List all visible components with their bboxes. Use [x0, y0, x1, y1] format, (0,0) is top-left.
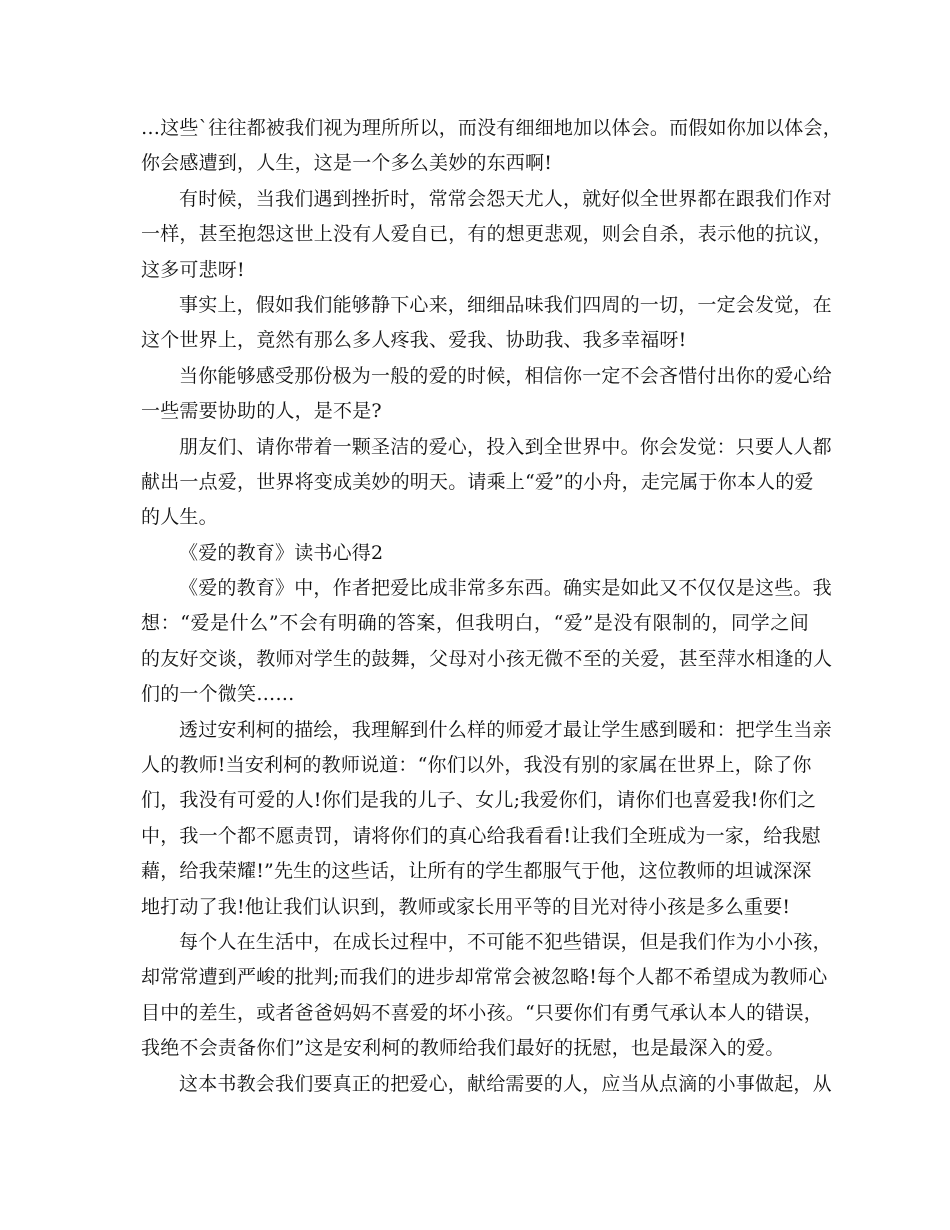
text-line: 中，我一个都不愿责罚，请将你们的真心给我看看!让我们全班成为一家，给我慰: [141, 824, 821, 847]
paragraph-start-line: 当你能够感受那份极为一般的爱的时候，相信你一定不会吝惜付出你的爱心给: [179, 364, 832, 387]
text-line: 地打动了我!他让我们认识到，教师或家长用平等的目光对待小孩是多么重要!: [141, 895, 791, 918]
text-line: 我绝不会责备你们”这是安利柯的教师给我们最好的抚慰，也是最深入的爱。: [141, 1037, 785, 1060]
text-line: 献出一点爱，世界将变成美妙的明天。请乘上“爱”的小舟，走完属于你本人的爱: [141, 470, 814, 493]
text-line: 目中的差生，或者爸爸妈妈不喜爱的坏小孩。“只要你们有勇气承认本人的错误，: [141, 1001, 823, 1024]
text-line: 人的教师!当安利柯的教师说道：“你们以外，我没有别的家属在世界上，除了你: [141, 754, 812, 777]
text-line: 们，我没有可爱的人!你们是我的儿子、女儿;我爱你们，请你们也喜爱我!你们之: [141, 789, 817, 812]
text-line: 的人生。: [141, 506, 218, 529]
paragraph-start-line: 事实上，假如我们能够静下心来，细细品味我们四周的一切，一定会发觉，在: [179, 293, 832, 316]
text-line: 藉，给我荣耀!”先生的这些话，让所有的学生都服气于他，这位教师的坦诚深深: [141, 860, 812, 883]
paragraph-start-line: 每个人在生活中，在成长过程中，不可能不犯些错误，但是我们作为小小孩，: [179, 930, 832, 953]
paragraph-start-line: 朋友们、请你带着一颗圣洁的爱心，投入到全世界中。你会发觉：只要人人都: [179, 435, 832, 458]
text-line: 们的一个微笑……: [141, 683, 295, 706]
text-line: …这些`往往都被我们视为理所所以，而没有细细地加以体会。而假如你加以体会，: [141, 117, 842, 139]
text-line: 想：“爱是什么”不会有明确的答案，但我明白，“爱”是没有限制的，同学之间: [141, 612, 809, 635]
section-heading: 《爱的教育》读书心得2: [179, 541, 384, 564]
paragraph-start-line: 有时候，当我们遇到挫折时，常常会怨天尤人，就好似全世界都在跟我们作对: [179, 187, 832, 210]
document-body: [141, 111, 842, 1102]
paragraph-start-line: 透过安利柯的描绘，我理解到什么样的师爱才最让学生感到暖和：把学生当亲: [179, 718, 832, 741]
text-line: 这多可悲呀!: [141, 258, 245, 281]
text-line: 你会感遭到，人生，这是一个多么美妙的东西啊!: [141, 152, 553, 175]
paragraph-start-line: 这本书教会我们要真正的把爱心，献给需要的人，应当从点滴的小事做起，从: [179, 1072, 832, 1095]
text-line: 一些需要协助的人，是不是?: [141, 400, 382, 423]
text-line: 的友好交谈，教师对学生的鼓舞，父母对小孩无微不至的关爱，甚至萍水相逢的人: [141, 647, 833, 670]
paragraph-start-line: 《爱的教育》中，作者把爱比成非常多东西。确实是如此又不仅仅是这些。我: [179, 577, 832, 600]
text-line: 这个世界上，竟然有那么多人疼我、爱我、协助我、我多幸福呀!: [141, 329, 687, 352]
text-line: 却常常遭到严峻的批判;而我们的进步却常常会被忽略!每个人都不希望成为教师心: [141, 966, 828, 989]
text-line: 一样，甚至抱怨这世上没有人爱自已，有的想更悲观，则会自杀，表示他的抗议，: [141, 223, 833, 246]
